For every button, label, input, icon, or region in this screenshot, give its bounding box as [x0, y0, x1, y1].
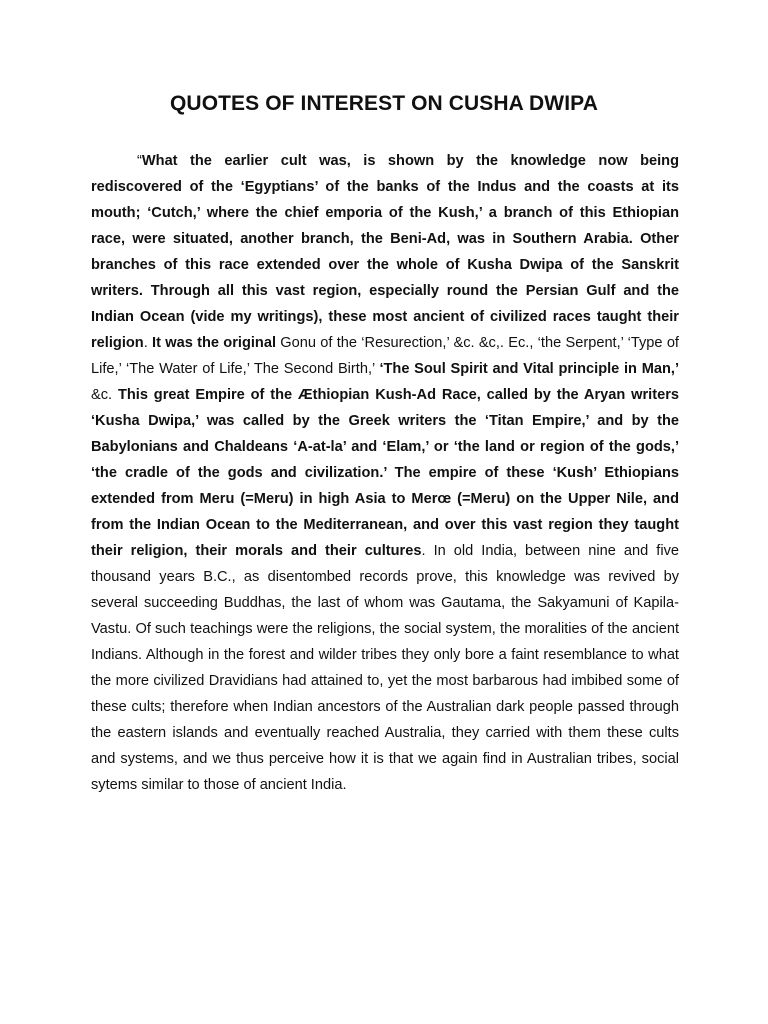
quote-segment: “	[137, 153, 142, 169]
quote-segment: What the earlier cult was, is shown by the knowledge now being rediscovered of the ‘Egyptians’ of the banks of the Indus and the coasts at its mouth; ‘Cutch,’ where the chief emporia of the Kush,’ a branch of this Ethiopian race, were situated, another branch, the Beni-Ad, was in Southern Arabia. Other branches of this race extended over the whole of Kusha Dwipa of the Sanskrit writers. Through all this vast region, especially round the Persian Gulf and the Indian Ocean (vide my writings), these most ancient of civilized races taught their religion	[91, 153, 679, 351]
quote-paragraph	[91, 148, 679, 798]
quote-segment: &c.	[91, 387, 118, 403]
quote-segment: It was the original	[152, 335, 276, 351]
quote-segment: . In old India, between nine and five thousand years B.C., as disentombed records prove, this knowledge was revived by several succeeding Buddhas, the last of whom was Gautama, the Sakyamuni of Kapila-Vastu. Of such teachings were the religions, the social system, the moralities of the ancient Indians. Although in the forest and wilder tribes they only bore a faint resemblance to what the more civilized Dravidians had attained to, yet the most barbarous had imbibed some of these cults; therefore when Indian ancestors of the Australian dark people passed through the eastern islands and eventually reached Australia, they carried with them these cults and systems, and we thus perceive how it is that we again find in Australian tribes, social sytems similar to those of ancient India.	[91, 543, 679, 793]
quote-segment: .	[143, 335, 153, 351]
quote-segment: ‘The Soul Spirit and Vital principle in Man,’	[379, 361, 679, 377]
page-title: QUOTES OF INTEREST ON CUSHA DWIPA	[170, 92, 598, 115]
quote-segment: Gonu of the ‘Resurection,’ &c. &c,. Ec., ‘the Serpent,’ ‘Type of Life,’ ‘The Water of Life,’ The Second Birth,’	[91, 335, 679, 377]
quote-segment: This great Empire of the Æthiopian Kush-Ad Race, called by the Aryan writers ‘Kusha Dwipa,’ was called by the Greek writers the ‘Titan Empire,’ and by the Babylonians and Chaldeans ‘A-at-la’ and ‘Elam,’ or ‘the land or region of the gods,’ ‘the cradle of the gods and civilization.’ The empire of these ‘Kush’ Ethiopians extended from Meru (=Meru) in high Asia to Merœ (=Meru) on the Upper Nile, and from the Indian Ocean to the Mediterranean, and over this vast region they taught their religion, their morals and their cultures	[91, 387, 679, 559]
